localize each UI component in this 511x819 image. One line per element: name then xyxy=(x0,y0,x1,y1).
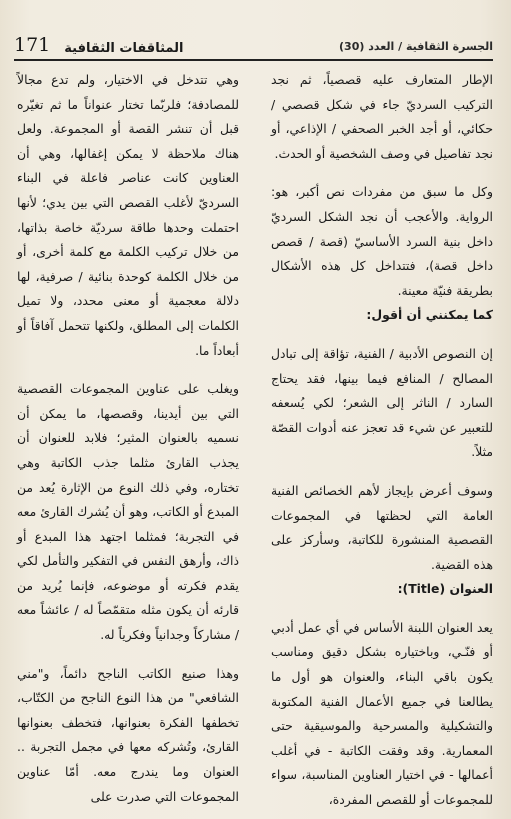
section-title: المثاقفات الثقافية xyxy=(64,41,184,56)
page-header xyxy=(14,28,493,58)
page-number: 171 xyxy=(14,34,51,56)
paragraph: وكل ما سبق من مفردات نص أكبر، هو: الرواية. والأعجب أن نجد الشكل السرديّ داخل بنية السرد الأساسيّ (قصة / قصص داخل قصة)، فتتداخل كل هذه الأشكال بطريقة فنيّة معينة. xyxy=(271,184,493,298)
right-column xyxy=(271,68,493,813)
section-heading-title: العنوان (Title): xyxy=(397,581,493,597)
header-divider xyxy=(14,59,493,61)
paragraph: يعد العنوان اللبنة الأساس في أي عمل أدبي أو فنّـي، وباختياره بشكل دقيق ومناسب يكون باقي البناء، والعنوان هو أول ما يطالعنا في جميع الأعمال الفنية المكتوبة والتشكيلية والمسرحية والموسيقية حتى المعمارية. وقد وفقت الكاتبة - في أغلب أعمالها - في اختيار العناوين المناسبة، سواء للمجموعات أو للقصص المفردة، xyxy=(271,619,493,808)
paragraph: الإطار المتعارف عليه قصصياً، ثم نجد التركيب السرديّ جاء في شكل قصصي / حكائي، أو أجد الخبر الصحفي / الإذاعي، أو نجد تفاصيل في وصف الشخصية أو الحدث. xyxy=(271,72,493,161)
left-column xyxy=(17,68,239,809)
paragraph: ويغلب على عناوين المجموعات القصصية التي بين أيدينا، وقصصها، ما يمكن أن نسميه بالعنوان المثير؛ فلابد للعنوان أن يجذب القارئ مثلما جذب الكاتبة وهي تختاره، وفي ذلك النوع من الإثارة يُعد من المبدع أو الكاتب، وهو أن يُشرك القارئ معه في التجربة؛ فمثلما اجتهد هذا المبدع أو ذاك، وأرهق النفس في التفكير والتأمل لكي يقدم فكرته أو موضوعه، فإنما يُريد من قارئه أن يكون مثله متقمّصاً له / عائشاً معه / مشاركاً وجدانياً وفكرياً له. xyxy=(17,381,239,643)
paragraph: إن النصوص الأدبية / الفنية، تؤاقة إلى تبادل المصالح / المنافع فيما بينها، فقد يحتاج السارد / الناثر إلى الشعر؛ لكي يُسعفه للتعبير عن شيء قد تعجز عنه أدوات القصّة مثلاً. xyxy=(271,345,493,460)
header-left-group xyxy=(14,34,183,58)
paragraph: وسوف أعرض بإيجاز لأهم الخصائص الفنية العامة التي لحظتها في المجموعات القصصية المنشورة للكاتبة، وسأركز على هذه القضية. xyxy=(271,482,493,572)
paragraph: وهذا صنيع الكاتب الناجح دائماً، و"مني الشافعي" من هذا النوع الناجح من الكتّاب، تخطفها الفكرة بعنوانها، فتخطف بعنوانها القارئ، وتُشركه معها في مجمل التجربة .. العنوان وما يندرج معه. أمّا عناوين المجموعات التي صدرت على xyxy=(17,665,239,804)
journal-issue-label: الجسرة الثقافية / العدد (30) xyxy=(339,40,493,53)
subheading: كما يمكنني أن أقول: xyxy=(366,307,493,323)
paragraph: وهي تتدخل في الاختيار، ولم تدع مجالاً للمصادفة؛ فلربّما تختار عنواناً ما ثم تغيّره قبل أن تنشر القصة أو المجموعة. ولعل هناك ملاحظة لا يمكن إغفالها، وهي أن العناوين كانت عناصر فاعلة في البناء السرديّ لأغلب القصص التي بين يدي؛ لأنها احتملت وحدها طاقة سرديّة خاصة بذاتها، من خلال تركيب الكلمة مع كلمة أخرى، أو من خلال الكلمة كوحدة بنائية / صرفية، لها دلالة معجمية أو معنى محدد، ولا تميل الكلمات إلى المطلق، ولكنها تتحمل آفاقاً أو أبعاداً ما. xyxy=(17,72,239,358)
